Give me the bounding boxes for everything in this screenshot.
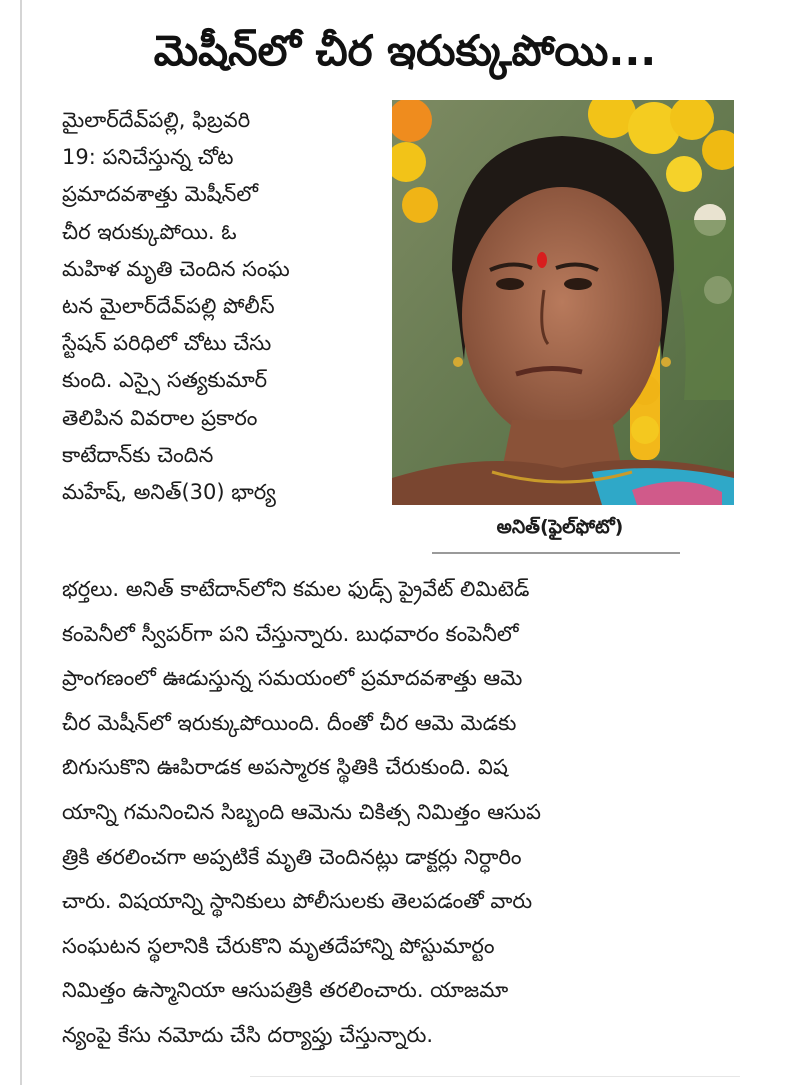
body-line: భర్తలు. అనిత్ కాటేదాన్‌లోని కమల ఫుడ్స్ ప్రైవేట్ లిమిటెడ్ (62, 577, 530, 601)
body-line: మహిళ మృతి చెందిన సంఘ (62, 256, 290, 281)
body-line: మహేష్, అనిత్(30) భార్య (62, 480, 276, 505)
body-line: త్రికి తరలించగా అప్పటికే మృతి చెందినట్లు డాక్టర్లు నిర్ధారిం (62, 844, 522, 869)
body-line: ప్రాంగణంలో ఊడుస్తున్న సమయంలో ప్రమాదవశాత్తు ఆమె (62, 666, 523, 691)
caption-underline (432, 552, 680, 554)
column-divider-rule (20, 0, 22, 1085)
article-body-full-width (62, 567, 738, 1058)
bottom-divider (250, 1076, 740, 1077)
body-line: బిగుసుకొని ఊపిరాడక అపస్మారక స్థితికి చేరుకుంది. విష (62, 755, 508, 780)
body-line: టన మైలార్‌దేవ్‌పల్లి పోలీస్ (62, 294, 275, 319)
body-line: సంఘటన స్థలానికి చేరుకొని మృతదేహాన్ని పోస్టుమార్టం (62, 933, 495, 958)
body-line: న్యంపై కేసు నమోదు చేసి దర్యాప్తు చేస్తున్నారు. (62, 1022, 434, 1047)
body-line: కాటేదాన్‌కు చెందిన (62, 442, 214, 467)
file-photo (392, 100, 734, 505)
body-line: చీర ఇరుక్కుపోయి. ఓ (62, 219, 237, 244)
body-line: చీర మెషీన్‌లో ఇరుక్కుపోయింది. దీంతో చీర ఆమె మెడకు (62, 710, 517, 735)
body-line: కుంది. ఎస్సై సత్యకుమార్ (62, 368, 268, 393)
body-line: ప్రమాదవశాత్తు మెషీన్‌లో (62, 182, 258, 207)
cropped-previous-line (60, 0, 700, 10)
portrait-illustration (392, 100, 734, 505)
body-line: నిమిత్తం ఉస్మానియా ఆసుపత్రికి తరలించారు. యాజమా (62, 978, 509, 1003)
body-line: తెలిపిన వివరాల ప్రకారం (62, 405, 258, 430)
body-line: కంపెనీలో స్వీపర్‌గా పని చేస్తున్నారు. బుధవారం కంపెనీలో (62, 621, 519, 646)
body-line: యాన్ని గమనించిన సిబ్బంది ఆమెను చికిత్స నిమిత్తం ఆసుప (62, 799, 541, 824)
article-headline: మెషీన్‌లో చీర ఇరుక్కుపోయి... (153, 26, 657, 75)
article-body-column (62, 102, 380, 511)
body-line: స్టేషన్ పరిధిలో చోటు చేసు (62, 331, 272, 356)
body-line: చారు. విషయాన్ని స్థానికులు పోలీసులకు తెలపడంతో వారు (62, 889, 533, 914)
photo-caption: అనిత్(ఫైల్‌ఫోటో) (496, 516, 624, 538)
body-line: మైలార్‌దేవ్‌పల్లి, ఫిబ్రవరి (62, 108, 251, 132)
body-line: 19: పనిచేస్తున్న చోట (62, 145, 234, 170)
